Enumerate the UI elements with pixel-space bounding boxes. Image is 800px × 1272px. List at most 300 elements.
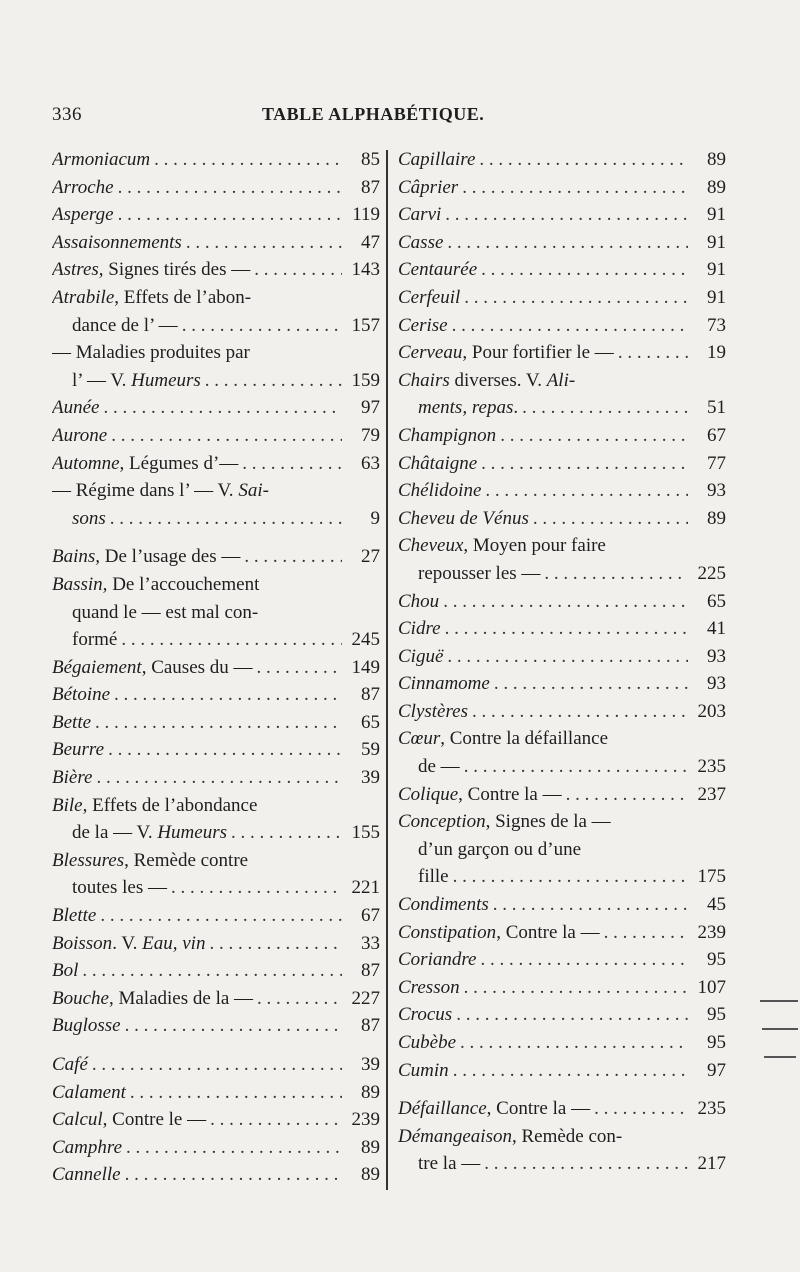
- entry-page-number: 89: [361, 1081, 380, 1103]
- entry-gloss: — Régime dans l’ — V.: [52, 480, 239, 502]
- entry-page-number: 39: [361, 767, 380, 789]
- entry-text: [418, 1150, 480, 1178]
- entry-page-number: 221: [351, 877, 380, 899]
- entry-term: Cresson: [398, 976, 460, 998]
- entry-gloss: — Maladies produites par: [52, 342, 250, 364]
- entry-line: [52, 339, 380, 367]
- index-entry: [398, 146, 726, 174]
- index-entry: [398, 477, 726, 505]
- leader-dots: [481, 450, 688, 478]
- entry-text: [72, 599, 258, 627]
- entry-line: [398, 863, 726, 891]
- entry-page-number: 237: [697, 783, 726, 805]
- entry-gloss: diverses. V.: [449, 369, 547, 391]
- entry-line: [398, 394, 726, 422]
- entry-gloss: .: [513, 397, 519, 419]
- index-entry: [52, 1079, 380, 1107]
- entry-gloss: repousser les —: [418, 562, 541, 584]
- leader-dots: [453, 863, 688, 891]
- leader-dots: [460, 1029, 688, 1057]
- entry-page-number: 19: [707, 342, 726, 364]
- entry-text: [52, 654, 253, 682]
- entry-line: [52, 312, 380, 340]
- entry-gloss: , Signes tirés des —: [98, 259, 251, 281]
- entry-page-number: 65: [361, 711, 380, 733]
- entry-gloss: De l’usage des —: [100, 546, 241, 568]
- leader-dots: [445, 201, 688, 229]
- entry-text: [398, 725, 608, 753]
- entry-text: [52, 930, 205, 958]
- entry-line: [52, 201, 380, 229]
- pencil-mark: [762, 1028, 798, 1030]
- index-entry: [398, 312, 726, 340]
- entry-line: [52, 477, 380, 505]
- index-entry: [398, 725, 726, 780]
- entry-line: [52, 599, 380, 627]
- entry-text: [52, 957, 78, 985]
- entry-line: [398, 367, 726, 395]
- entry-line: [52, 654, 380, 682]
- entry-text: [52, 339, 250, 367]
- entry-text: [398, 1001, 452, 1029]
- entry-term: Châtaigne: [398, 452, 478, 474]
- leader-dots: [114, 681, 342, 709]
- entry-line: [52, 367, 380, 395]
- leader-dots: [210, 1106, 342, 1134]
- index-entry: [52, 1051, 380, 1079]
- entry-text: [418, 753, 460, 781]
- index-entry: [398, 974, 726, 1002]
- index-entry: [52, 146, 380, 174]
- entry-page-number: 41: [707, 618, 726, 640]
- entry-term: Champignon: [398, 424, 497, 446]
- entry-line: [398, 146, 726, 174]
- leader-dots: [254, 256, 342, 284]
- leader-dots: [171, 874, 342, 902]
- entry-text: [398, 477, 481, 505]
- entry-term: Cerveau: [398, 342, 463, 364]
- index-entry: [398, 422, 726, 450]
- index-entry: [398, 946, 726, 974]
- entry-gloss: , Causes du —: [141, 656, 253, 678]
- leader-dots: [242, 450, 342, 478]
- leader-dots: [186, 229, 342, 257]
- entry-line: [52, 256, 380, 284]
- entry-line: [52, 543, 380, 571]
- entry-text: [52, 847, 248, 875]
- leader-dots: [244, 543, 342, 571]
- index-entry: [52, 477, 380, 532]
- entry-text: [398, 312, 448, 340]
- leader-dots: [205, 367, 342, 395]
- entry-text: [398, 422, 496, 450]
- index-entry: [52, 709, 380, 737]
- entry-page-number: 91: [707, 286, 726, 308]
- entry-line: [52, 902, 380, 930]
- entry-page-number: 239: [697, 921, 726, 943]
- entry-text: [418, 863, 449, 891]
- leader-dots: [566, 781, 688, 809]
- index-entry: [52, 930, 380, 958]
- entry-line: [398, 1057, 726, 1085]
- leader-dots: [484, 1150, 688, 1178]
- entry-term: Blessures: [52, 849, 125, 871]
- entry-line: [398, 698, 726, 726]
- entry-term: Beurre: [52, 739, 105, 761]
- entry-term: Armoniacum: [52, 149, 151, 170]
- entry-line: [398, 422, 726, 450]
- entry-line: [52, 957, 380, 985]
- leader-dots: [500, 422, 688, 450]
- entry-term: Blette: [52, 905, 97, 927]
- entry-gloss: , Effets de l’abondance: [82, 794, 258, 816]
- entry-term: Automne: [52, 452, 120, 474]
- entry-term: Carvi: [398, 204, 442, 226]
- leader-dots: [92, 1051, 342, 1079]
- entry-page-number: 95: [707, 1004, 726, 1026]
- index-entry: [398, 698, 726, 726]
- entry-text: [52, 1051, 88, 1079]
- entry-gloss: , Contre la —: [486, 1098, 591, 1120]
- entry-gloss: , Moyen pour faire: [463, 535, 606, 557]
- entry-line: [398, 477, 726, 505]
- entry-page-number: 47: [361, 231, 380, 253]
- index-entry: [398, 532, 726, 587]
- entry-text: [398, 532, 606, 560]
- entry-line: [52, 1012, 380, 1040]
- entry-page-number: 235: [697, 756, 726, 778]
- entry-line: [398, 643, 726, 671]
- entry-text: [52, 543, 240, 571]
- entry-text: [52, 477, 269, 505]
- entry-line: [398, 1029, 726, 1057]
- entry-page-number: 91: [707, 231, 726, 253]
- leader-dots: [522, 394, 688, 422]
- entry-line: [52, 284, 380, 312]
- entry-text: [398, 891, 489, 919]
- leader-dots: [121, 626, 342, 654]
- entry-line: [398, 919, 726, 947]
- entry-page-number: 59: [361, 739, 380, 761]
- entry-term: Condiments: [398, 894, 489, 916]
- entry-line: [398, 174, 726, 202]
- leader-dots: [108, 736, 342, 764]
- entry-text: [398, 1123, 622, 1151]
- entry-term: Cerise: [398, 314, 448, 336]
- leader-dots: [462, 174, 688, 202]
- entry-page-number: 77: [707, 452, 726, 474]
- entry-term: Cubèbe: [398, 1032, 457, 1053]
- index-entry: [398, 174, 726, 202]
- entry-page-number: 245: [351, 629, 380, 651]
- entry-line: [52, 450, 380, 478]
- entry-line: [52, 1051, 380, 1079]
- entry-page-number: 239: [351, 1109, 380, 1131]
- entry-text: [398, 229, 443, 257]
- entry-text: [52, 174, 114, 202]
- index-column-left: [52, 146, 380, 1189]
- entry-term: Bol: [52, 960, 79, 982]
- entry-term: Cheveu de Vénus: [398, 507, 529, 529]
- leader-dots: [100, 902, 342, 930]
- entry-term: Cheveux: [398, 535, 464, 557]
- entry-gloss: , Signes de la —: [485, 811, 611, 833]
- index-entry: [398, 1057, 726, 1085]
- entry-line: [398, 808, 726, 836]
- index-entry: [52, 284, 380, 339]
- entry-text: [418, 560, 540, 588]
- entry-line: [398, 532, 726, 560]
- entry-line: [398, 1095, 726, 1123]
- leader-dots: [479, 146, 688, 174]
- leader-dots: [533, 505, 688, 533]
- entry-page-number: 89: [707, 149, 726, 170]
- index-entry: [398, 256, 726, 284]
- entry-page-number: 95: [707, 949, 726, 971]
- index-entry: [398, 781, 726, 809]
- entry-text: [398, 505, 529, 533]
- entry-gloss: de la — V.: [72, 822, 158, 844]
- entry-gloss: dance de l’ —: [72, 314, 178, 336]
- entry-line: [398, 560, 726, 588]
- entry-term: Centaurée: [398, 259, 478, 281]
- entry-line: [52, 1079, 380, 1107]
- entry-line: [398, 615, 726, 643]
- entry-page-number: 51: [707, 397, 726, 419]
- entry-page-number: 97: [361, 397, 380, 419]
- entry-page-number: 159: [351, 369, 380, 391]
- entry-term: Conception: [398, 811, 486, 833]
- entry-text: [398, 1057, 449, 1085]
- entry-text: [52, 201, 114, 229]
- entry-line: [398, 1123, 726, 1151]
- entry-term: Bains,: [52, 546, 101, 568]
- entry-page-number: 95: [707, 1032, 726, 1053]
- entry-page-number: 155: [351, 822, 380, 844]
- entry-text: [52, 146, 150, 174]
- index-entry: [52, 902, 380, 930]
- entry-text: [72, 626, 117, 654]
- entry-gloss: , Remède con-: [511, 1125, 623, 1147]
- letter-gap: [398, 1084, 726, 1095]
- entry-term: Colique: [398, 783, 459, 805]
- entry-text: [52, 229, 182, 257]
- entry-page-number: 33: [361, 932, 380, 954]
- entry-page-number: 143: [351, 259, 380, 281]
- entry-text: [398, 698, 468, 726]
- entry-term: Astres: [52, 259, 99, 281]
- leader-dots: [604, 919, 688, 947]
- entry-term: Démangeaison: [398, 1125, 512, 1147]
- entry-line: [398, 974, 726, 1002]
- index-entry: [52, 1161, 380, 1189]
- index-entry: [52, 450, 380, 478]
- entry-term: Coriandre: [398, 949, 477, 971]
- entry-gloss: , Remède contre: [124, 849, 249, 871]
- index-entry: [398, 284, 726, 312]
- entry-line: [52, 394, 380, 422]
- entry-term: Assaisonnements: [52, 231, 182, 253]
- entry-term: Bile: [52, 794, 83, 816]
- entry-text: [52, 985, 253, 1013]
- leader-dots: [447, 643, 688, 671]
- entry-term: Chou: [398, 590, 440, 612]
- index-entry: [398, 339, 726, 367]
- index-entry: [52, 1012, 380, 1040]
- index-entry: [398, 505, 726, 533]
- leader-dots: [443, 588, 688, 616]
- leader-dots: [125, 1012, 342, 1040]
- entry-line: [398, 312, 726, 340]
- entry-term: Humeurs: [157, 822, 227, 844]
- index-entry: [52, 792, 380, 847]
- entry-page-number: 89: [361, 1136, 380, 1158]
- leader-dots: [618, 339, 688, 367]
- entry-line: [52, 626, 380, 654]
- entry-line: [52, 709, 380, 737]
- entry-page-number: 9: [370, 507, 380, 529]
- entry-term: Bassin,: [52, 573, 108, 595]
- entry-text: [398, 201, 441, 229]
- leader-dots: [111, 422, 342, 450]
- leader-dots: [209, 930, 342, 958]
- entry-page-number: 119: [352, 204, 380, 226]
- index-entry: [52, 985, 380, 1013]
- entry-term: Constipation: [398, 921, 497, 943]
- entry-page-number: 93: [707, 645, 726, 667]
- entry-text: [52, 764, 92, 792]
- index-entry: [398, 1001, 726, 1029]
- entry-line: [52, 792, 380, 820]
- index-entry: [52, 339, 380, 394]
- entry-line: [52, 985, 380, 1013]
- letter-gap: [52, 1040, 380, 1051]
- entry-line: [398, 339, 726, 367]
- entry-text: [398, 781, 562, 809]
- index-entry: [52, 229, 380, 257]
- leader-dots: [130, 1079, 342, 1107]
- entry-page-number: 93: [707, 480, 726, 502]
- entry-term: Crocus: [398, 1004, 453, 1026]
- entry-page-number: 149: [351, 656, 380, 678]
- entry-term: Bière: [52, 767, 93, 789]
- entry-text: [52, 422, 107, 450]
- entry-term: Bégaiement: [52, 656, 142, 678]
- index-entry: [398, 1123, 726, 1178]
- leader-dots: [464, 974, 688, 1002]
- entry-line: [398, 450, 726, 478]
- index-entry: [52, 394, 380, 422]
- entry-term: Cœur: [398, 728, 441, 750]
- entry-text: [398, 615, 441, 643]
- leader-dots: [485, 477, 688, 505]
- entry-gloss: fille: [418, 866, 449, 888]
- entry-term: Cidre: [398, 618, 441, 640]
- entry-gloss: d’un garçon ou d’une: [418, 838, 582, 860]
- entry-term: Cumin: [398, 1059, 449, 1081]
- entry-page-number: 217: [697, 1153, 726, 1175]
- leader-dots: [257, 654, 342, 682]
- entry-line: [52, 505, 380, 533]
- entry-line: [398, 201, 726, 229]
- entry-text: [398, 670, 490, 698]
- leader-dots: [445, 615, 688, 643]
- entry-term: sons: [72, 507, 106, 529]
- entry-line: [398, 781, 726, 809]
- entry-text: [52, 1161, 121, 1189]
- entry-page-number: 175: [697, 866, 726, 888]
- entry-term: Bétoine: [52, 684, 111, 706]
- entry-page-number: 73: [707, 314, 726, 336]
- entry-page-number: 39: [361, 1054, 380, 1075]
- index-entry: [52, 1134, 380, 1162]
- entry-term: Casse: [398, 231, 444, 253]
- entry-term: Cerfeuil: [398, 286, 461, 308]
- entry-page-number: 87: [361, 1015, 380, 1037]
- index-entry: [52, 1106, 380, 1134]
- entry-term: Ali-: [546, 369, 576, 391]
- entry-gloss: quand le — est mal con-: [72, 601, 259, 623]
- entry-gloss: , Pour fortifier le —: [462, 342, 614, 364]
- entry-text: [398, 174, 458, 202]
- entry-text: [398, 146, 475, 174]
- index-entry: [52, 201, 380, 229]
- page-title: TABLE ALPHABÉTIQUE.: [262, 104, 485, 124]
- entry-gloss: , Contre la —: [458, 783, 562, 805]
- entry-text: [52, 681, 110, 709]
- entry-text: [52, 1134, 122, 1162]
- index-entry: [398, 201, 726, 229]
- leader-dots: [464, 753, 688, 781]
- pencil-mark: [764, 1056, 796, 1058]
- entry-text: [52, 1079, 126, 1107]
- entry-line: [398, 670, 726, 698]
- entry-line: [398, 725, 726, 753]
- entry-page-number: 93: [707, 673, 726, 695]
- entry-page-number: 97: [707, 1059, 726, 1081]
- entry-text: [398, 1029, 456, 1057]
- entry-gloss: , Contre la défaillance: [440, 728, 609, 750]
- entry-page-number: 67: [361, 905, 380, 927]
- entry-gloss: , Maladies de la —: [108, 987, 254, 1009]
- index-entry: [52, 256, 380, 284]
- entry-text: [398, 946, 476, 974]
- leader-dots: [481, 256, 688, 284]
- entry-term: Câprier: [398, 176, 459, 198]
- entry-term: Cannelle: [52, 1164, 121, 1186]
- entry-text: [52, 394, 99, 422]
- entry-gloss: De l’accouchement: [107, 573, 260, 595]
- entry-line: [398, 753, 726, 781]
- entry-text: [72, 819, 227, 847]
- index-entry: [398, 808, 726, 891]
- column-divider: [386, 150, 388, 1190]
- entry-page-number: 235: [697, 1098, 726, 1120]
- entry-text: [418, 394, 518, 422]
- entry-line: [398, 891, 726, 919]
- entry-text: [398, 974, 460, 1002]
- entry-term: Aunée: [52, 397, 100, 419]
- entry-line: [398, 946, 726, 974]
- leader-dots: [447, 229, 688, 257]
- entry-text: [72, 367, 201, 395]
- margin-pencil-marks: [740, 990, 800, 1070]
- leader-dots: [544, 560, 688, 588]
- entry-line: [398, 1150, 726, 1178]
- entry-line: [398, 256, 726, 284]
- leader-dots: [464, 284, 688, 312]
- entry-line: [52, 1134, 380, 1162]
